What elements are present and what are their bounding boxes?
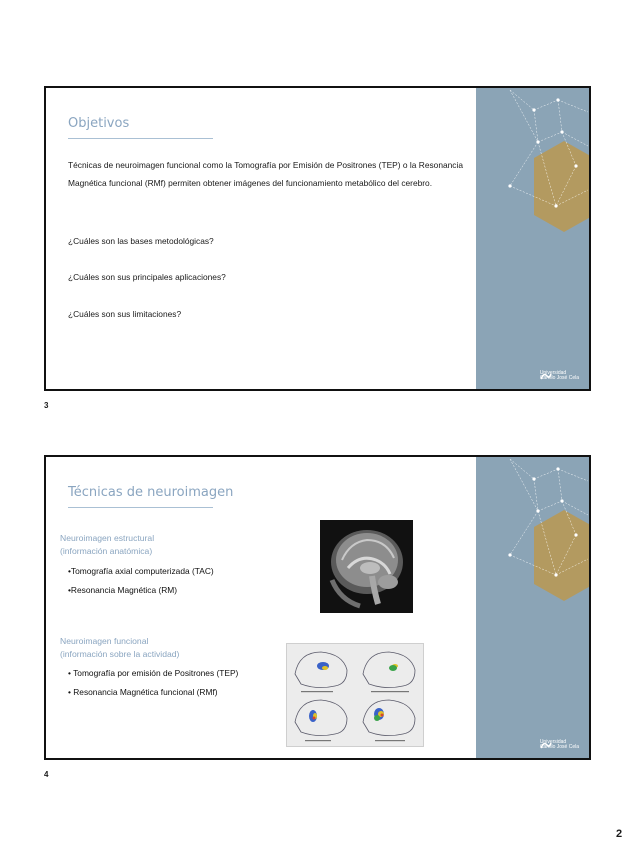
question-3: ¿Cuáles son sus limitaciones?	[68, 309, 182, 319]
title-underline	[68, 507, 213, 508]
slide-number: 4	[44, 770, 49, 779]
slide-number: 3	[44, 401, 49, 410]
structural-heading-line-1: Neuroimagen estructural	[60, 533, 155, 543]
page-number: 2	[616, 828, 623, 840]
slide-title: Técnicas de neuroimagen	[68, 485, 234, 500]
logo-line-2: Camilo José Cela	[539, 744, 579, 750]
logo-line-1: Universidad	[539, 739, 567, 745]
question-1: ¿Cuáles son las bases metodológicas?	[68, 236, 214, 246]
functional-heading-line-1: Neuroimagen funcional	[60, 636, 149, 646]
logo-line-2: Camilo José Cela	[539, 375, 579, 381]
structural-item-tac: •Tomografía axial computerizada (TAC)	[68, 566, 214, 576]
logo-line-1: Universidad	[539, 370, 567, 376]
fmri-activation-image	[286, 643, 424, 747]
functional-heading-line-2: (información sobre la actividad)	[60, 649, 180, 659]
slide-title: Objetivos	[68, 116, 130, 131]
slide-objetivos	[44, 86, 591, 391]
decorative-side-panel	[476, 457, 589, 758]
functional-item-tep: • Tomografía por emisión de Positrones (TEP)	[68, 668, 239, 678]
structural-heading-line-2: (información anatómica)	[60, 546, 153, 556]
structural-heading	[60, 532, 154, 558]
logo-mark-icon	[540, 740, 552, 749]
functional-item-rmf: • Resonancia Magnética funcional (RMf)	[68, 687, 218, 697]
question-2: ¿Cuáles son sus principales aplicaciones?	[68, 272, 226, 282]
logo-mark-icon	[540, 371, 552, 380]
decorative-side-panel	[476, 88, 589, 389]
mri-brain-image	[320, 520, 413, 613]
structural-item-rm: •Resonancia Magnética (RM)	[68, 585, 178, 595]
intro-paragraph: Técnicas de neuroimagen funcional como la Tomografía por Emisión de Positrones (TEP) o la Resonancia Magnética funcional (RMf) permiten obtener imágenes del funcionamiento metabólico del cerebro.	[68, 160, 463, 188]
network-graphic	[476, 457, 589, 760]
slide-tecnicas	[44, 455, 591, 760]
title-underline	[68, 138, 213, 139]
university-logo	[540, 371, 579, 381]
university-logo	[540, 740, 579, 750]
functional-heading	[60, 635, 179, 661]
network-graphic	[476, 88, 589, 391]
